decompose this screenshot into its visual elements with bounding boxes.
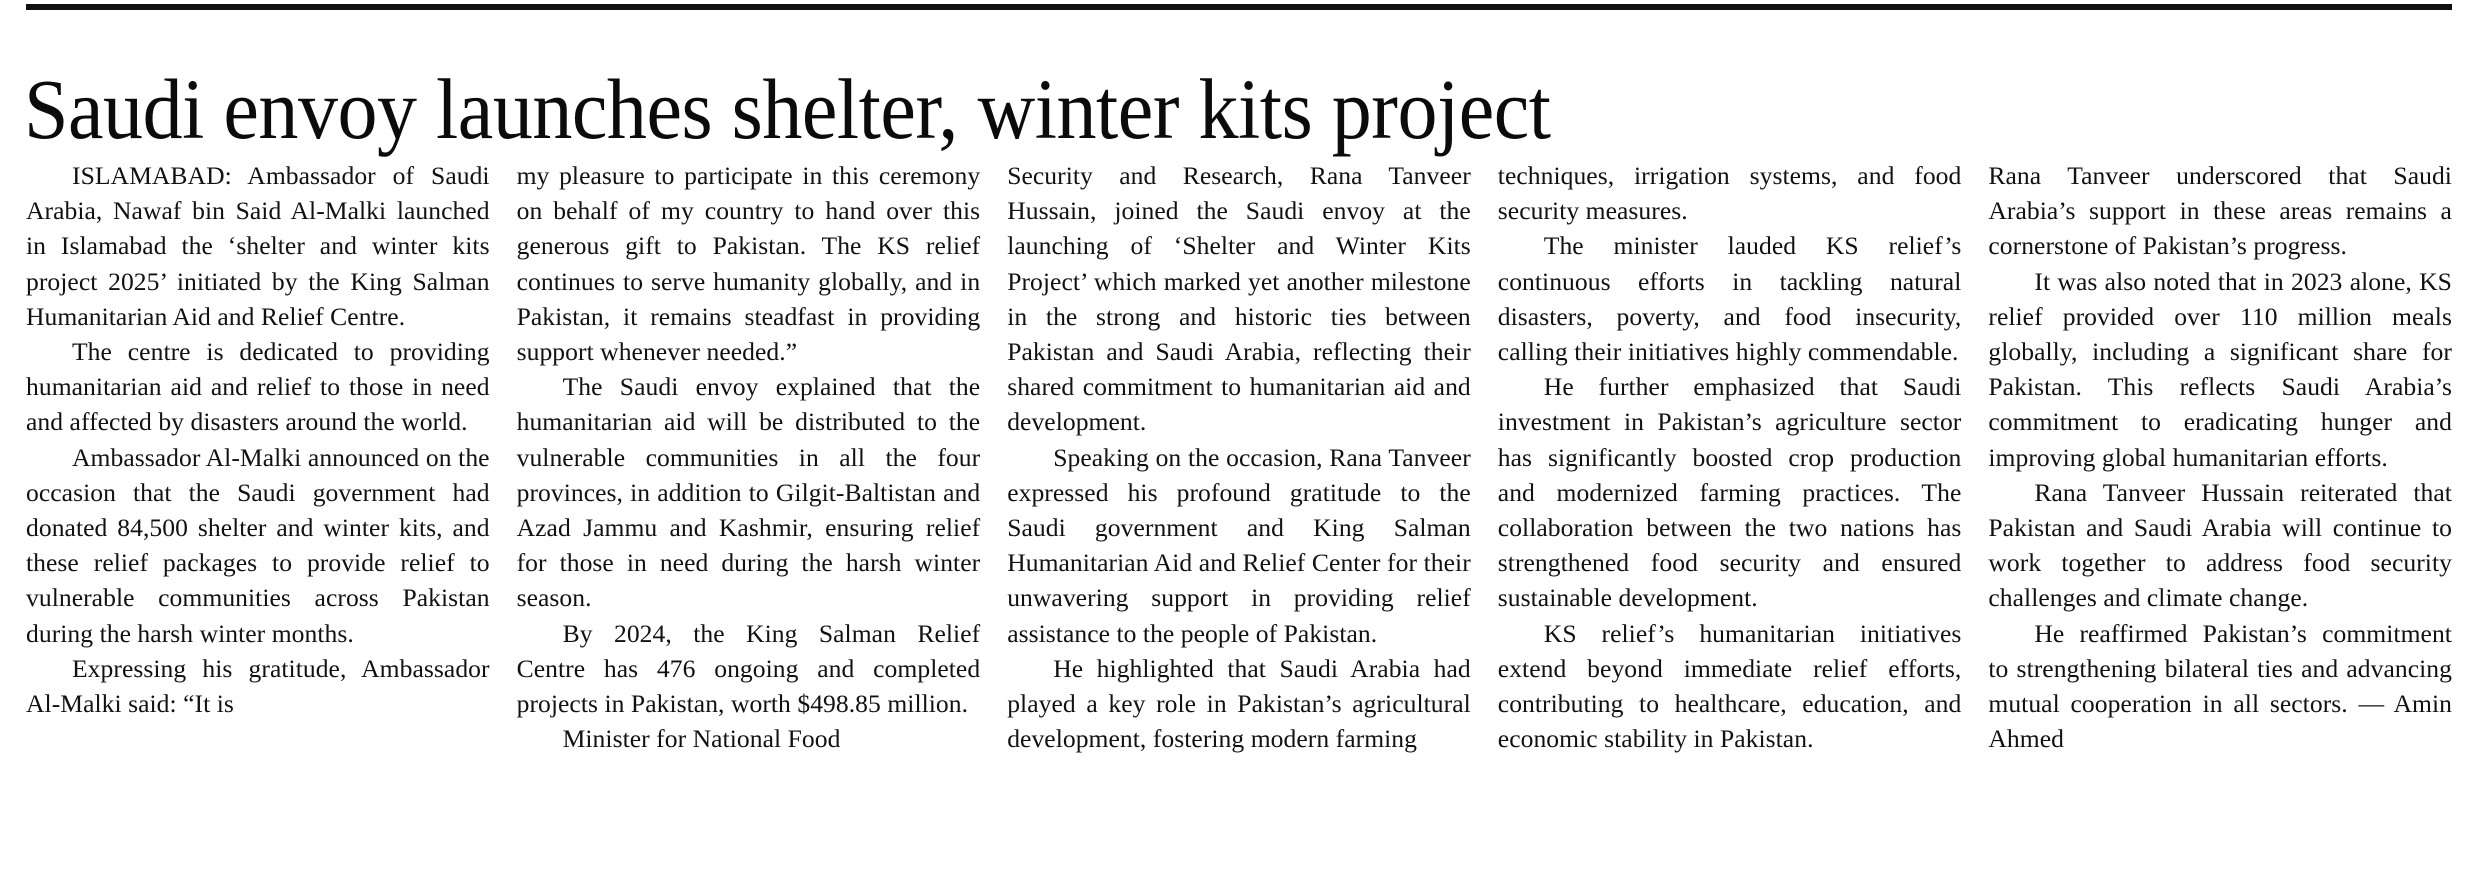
article-column-3 <box>1007 158 1471 756</box>
paragraph: The Saudi envoy explained that the humanitarian aid will be distributed to the vulnerable communities in all the four provinces, in addition to Gilgit-Baltistan and Azad Jammu and Kashmir, ensuring relief for those in need during the harsh winter season. <box>516 372 981 613</box>
paragraph: The minister lauded KS relief’s continuous efforts in tackling natural disasters, poverty, and food insecurity, calling their initiatives highly commendable. <box>1497 231 1962 367</box>
paragraph: Expressing his gratitude, Ambassador Al-Malki said: “It is <box>26 653 490 719</box>
paragraph: my pleasure to participate in this ceremony on behalf of my country to hand over this generous gift to Pakistan. The KS relief continues to serve humanity globally, and in Pakistan, it remains steadfast in providing support whenever needed.” <box>516 161 981 367</box>
article-columns <box>26 158 2452 886</box>
paragraph: KS relief’s humanitarian initiatives extend beyond immediate relief efforts, contributing to healthcare, education, and economic stability in Pakistan. <box>1497 618 1962 754</box>
top-horizontal-rule <box>26 4 2452 10</box>
paragraph: Security and Research, Rana Tanveer Hussain, joined the Saudi envoy at the launching of ‘Shelter and Winter Kits Project’ which marked yet another milestone in the strong and historic ties between Pakistan and Saudi Arabia, reflecting their shared commitment to humanitarian aid and development. <box>1007 161 1471 437</box>
paragraph: Rana Tanveer Hussain reiterated that Pakistan and Saudi Arabia will continue to work together to address food security challenges and climate change. <box>1988 477 2452 613</box>
article-column-1 <box>26 158 490 721</box>
page-title: Saudi envoy launches shelter, winter kits project <box>24 60 1551 157</box>
paragraph: He reaffirmed Pakistan’s commitment to strengthening bilateral ties and advancing mutual cooperation in all sectors. — Amin Ahmed <box>1988 618 2452 754</box>
paragraph: He further emphasized that Saudi investment in Pakistan’s agriculture sector has significantly boosted crop production and modernized farming practices. The collaboration between the two nations has strengthened food security and ensured sustainable development. <box>1497 372 1962 613</box>
paragraph: techniques, irrigation systems, and food security measures. <box>1497 161 1962 226</box>
paragraph: He highlighted that Saudi Arabia had played a key role in Pakistan’s agricultural development, fostering modern farming <box>1007 653 1471 754</box>
paragraph: ISLAMABAD: Ambassador of Saudi Arabia, Nawaf bin Said Al-Malki launched in Islamabad the ‘shelter and winter kits project 2025’ initiated by the King Salman Humanitarian Aid and Relief Centre. <box>26 161 490 331</box>
article-column-4 <box>1498 158 1962 756</box>
paragraph: Ambassador Al-Malki announced on the occasion that the Saudi government had donated 84,500 shelter and winter kits, and these relief packages to provide relief to vulnerable communities across Pakistan during the harsh winter months. <box>26 442 490 648</box>
article-column-5 <box>1988 158 2452 756</box>
paragraph: By 2024, the King Salman Relief Centre has 476 ongoing and completed projects in Pakistan, worth $498.85 million. <box>516 618 981 719</box>
paragraph: It was also noted that in 2023 alone, KS relief provided over 110 million meals globally, including a significant share for Pakistan. This reflects Saudi Arabia’s commitment to eradicating hunger and improving global humanitarian efforts. <box>1988 266 2452 472</box>
paragraph: Minister for National Food <box>562 724 841 754</box>
paragraph: The centre is dedicated to providing humanitarian aid and relief to those in need and affected by disasters around the world. <box>26 337 490 437</box>
paragraph: Rana Tanveer underscored that Saudi Arabia’s support in these areas remains a cornerstone of Pakistan’s progress. <box>1988 161 2452 261</box>
paragraph: Speaking on the occasion, Rana Tanveer expressed his profound gratitude to the Saudi government and King Salman Humanitarian Aid and Relief Center for their unwavering support in providing relief assistance to the people of Pakistan. <box>1007 442 1471 648</box>
article-column-2 <box>517 158 981 756</box>
